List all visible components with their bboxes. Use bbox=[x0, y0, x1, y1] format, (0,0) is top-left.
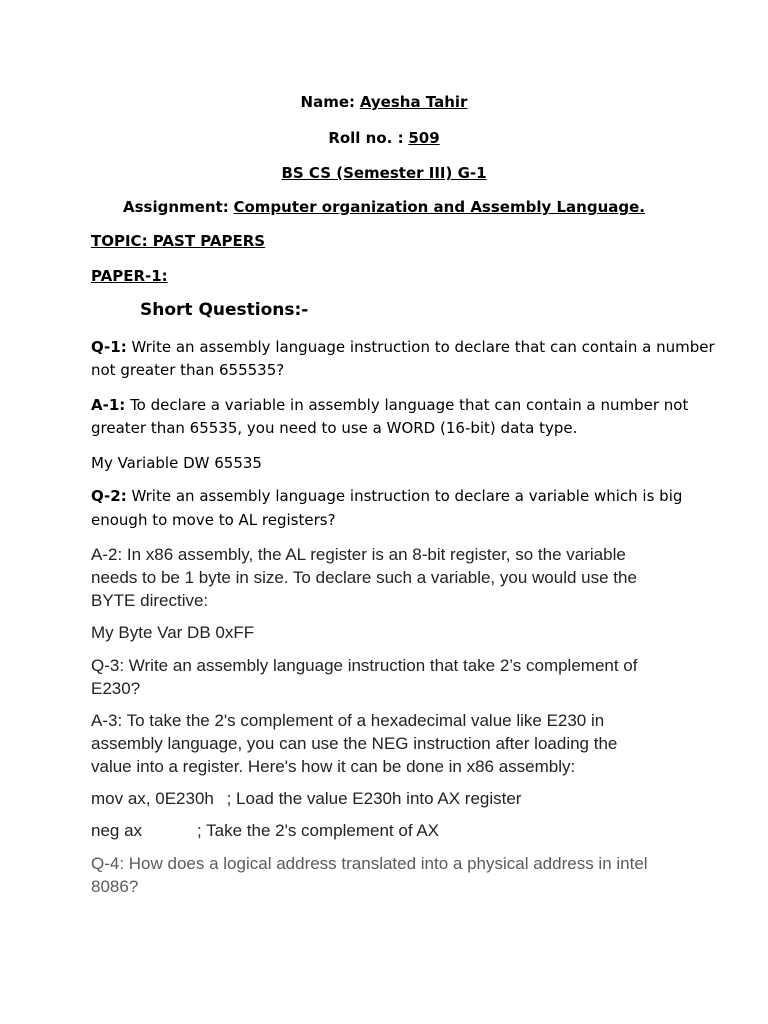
assignment-line bbox=[0, 198, 768, 216]
roll-line bbox=[0, 129, 768, 147]
topic-heading: TOPIC: PAST PAPERS bbox=[91, 232, 266, 250]
q1-label: Q-1: bbox=[91, 338, 127, 356]
a1-label: A-1: bbox=[91, 396, 126, 414]
name-value: Ayesha Tahir bbox=[359, 93, 468, 111]
section-heading: Short Questions:- bbox=[140, 300, 309, 320]
code-line-mov bbox=[91, 789, 521, 809]
paper-heading: PAPER-1: bbox=[91, 267, 168, 285]
a2-line3: BYTE directive: bbox=[91, 591, 209, 610]
q2-label: Q-2: bbox=[91, 487, 127, 505]
q1-line1 bbox=[91, 338, 715, 356]
q3-line1: Q-3: Write an assembly language instruction that take 2’s complement of bbox=[91, 656, 638, 675]
a1-code: My Variable DW 65535 bbox=[91, 454, 262, 472]
roll-value: 509 bbox=[408, 129, 440, 147]
a3-line2: assembly language, you can use the NEG instruction after loading the bbox=[91, 734, 618, 753]
assignment-value: Computer organization and Assembly Language. bbox=[233, 198, 645, 216]
a2-code: My Byte Var DB 0xFF bbox=[91, 623, 255, 642]
roll-label: Roll no. : bbox=[328, 129, 404, 147]
name-label: Name: bbox=[300, 93, 356, 111]
code-neg-comment: ; Take the 2's complement of AX bbox=[197, 821, 440, 840]
a3-line1: A-3: To take the 2's complement of a hexadecimal value like E230 in bbox=[91, 711, 605, 730]
assignment-label: Assignment: bbox=[123, 198, 229, 216]
a2-line2: needs to be 1 byte in size. To declare such a variable, you would use the bbox=[91, 568, 637, 587]
code-neg-instr: neg ax bbox=[91, 821, 143, 840]
code-line-neg bbox=[91, 821, 439, 841]
a1-line1 bbox=[91, 396, 688, 414]
code-mov-instr: mov ax, 0E230h bbox=[91, 789, 214, 808]
code-mov-comment: ; Load the value E230h into AX register bbox=[226, 789, 522, 808]
a2-line1: A-2: In x86 assembly, the AL register is an 8-bit register, so the variable bbox=[91, 545, 626, 564]
q1-text-line2: not greater than 655535? bbox=[91, 361, 285, 379]
a3-line3: value into a register. Here's how it can be done in x86 assembly: bbox=[91, 757, 576, 776]
q2-text-line1: Write an assembly language instruction to declare a variable which is big bbox=[131, 487, 683, 505]
a1-text-line2: greater than 65535, you need to use a WORD (16-bit) data type. bbox=[91, 419, 578, 437]
q2-line1 bbox=[91, 487, 682, 505]
q4-line2: 8086? bbox=[91, 877, 139, 896]
q4-line1: Q-4: How does a logical address translated into a physical address in intel bbox=[91, 854, 648, 873]
a1-text-line1: To declare a variable in assembly language that can contain a number not bbox=[130, 396, 689, 414]
q1-text-line1: Write an assembly language instruction to declare that can contain a number bbox=[131, 338, 715, 356]
q2-text-line2: enough to move to AL registers? bbox=[91, 511, 336, 529]
program-line: BS CS (Semester III) G-1 bbox=[281, 164, 487, 182]
name-line bbox=[0, 93, 768, 111]
q3-line2: E230? bbox=[91, 679, 141, 698]
